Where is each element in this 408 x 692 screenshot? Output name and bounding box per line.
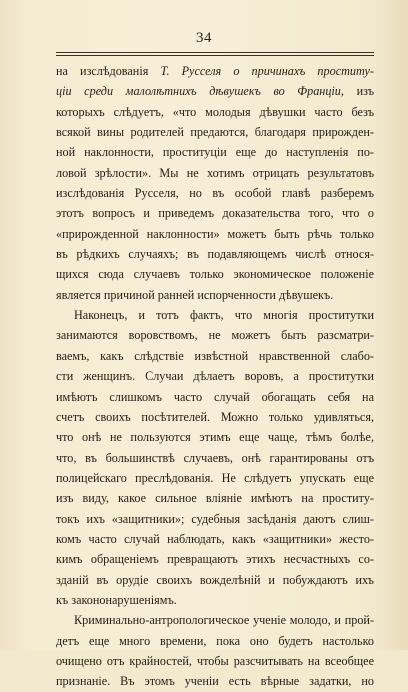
text-segment: ловой зрѣлости». Мы не хотимъ отрицать результатовъ [56, 165, 374, 180]
text-line [56, 468, 374, 488]
page-number: 34 [196, 30, 212, 46]
text-segment: Наконецъ, и тотъ фактъ, что многія проститутки [74, 308, 374, 323]
text-segment: изъ [343, 84, 374, 99]
header-rule-double [56, 55, 374, 56]
text-line [56, 387, 374, 407]
text-line [56, 448, 374, 468]
body-text [56, 61, 374, 692]
text-line [56, 509, 374, 529]
text-line [56, 549, 374, 569]
text-segment: комъ часто случай наблюдать, какъ «защитники» жесто- [56, 531, 374, 546]
text-line [56, 488, 374, 508]
text-segment: на изслѣдованія [56, 64, 161, 78]
text-line [56, 285, 374, 305]
text-segment: счетъ своихъ посѣтителей. Можно только удивляться, [56, 409, 374, 424]
text-line [56, 366, 374, 386]
text-segment: всякой вины родителей предаются, благодаря прирожден- [56, 125, 374, 140]
text-line [56, 224, 374, 244]
text-line [56, 183, 374, 203]
text-segment: въ рѣдкихъ случаяхъ; въ подавляющемъ числѣ относя- [56, 247, 374, 262]
text-line [56, 590, 374, 610]
italic-text-segment: ціи среди малолѣтнихъ дѣвушекъ во Франціи, [56, 84, 344, 99]
text-segment: кимъ обращеніемъ превращаютъ этихъ несчастныхъ со- [56, 552, 374, 567]
text-segment: «прирожденной наклонности» можетъ быть рѣчь только [56, 226, 374, 241]
text-segment: зданій въ орудіе своихъ вожделѣній и побуждаютъ ихъ [56, 572, 374, 587]
text-line [56, 631, 374, 651]
text-line [56, 81, 374, 101]
text-segment: изъ виду, какое сильное вліяніе имѣютъ на проститу- [56, 491, 374, 506]
text-line [56, 529, 374, 549]
text-line [56, 570, 374, 590]
text-segment: токъ ихъ «защитники»; судебныя засѣданія даютъ слиш- [56, 511, 374, 526]
text-segment: очищено отъ крайностей, чтобы разсчитывать на всеобщее [56, 653, 374, 668]
text-segment: является причиной ранней испорченности дѣвушекъ. [56, 287, 334, 302]
text-segment: полицейскаго преслѣдованія. Не слѣдуетъ упускать еще [56, 470, 374, 485]
text-segment: имѣютъ слишкомъ часто случай обогащать себя на [56, 389, 374, 404]
text-line [56, 203, 374, 223]
text-segment: сти женщинъ. Случаи дѣлаетъ воровъ, а проститутки [56, 369, 374, 384]
text-line [56, 325, 374, 345]
text-segment: детъ еще много времени, пока оно будетъ настолько [56, 633, 374, 648]
text-segment: которыхъ слѣдуетъ, «что молодыя дѣвушки часто безъ [56, 104, 374, 119]
text-line [56, 264, 374, 284]
text-line [56, 305, 374, 325]
text-line [56, 427, 374, 447]
text-segment: щихся сюда случаевъ только экономическое положеніе [56, 267, 374, 282]
text-line [56, 122, 374, 142]
header-rule [56, 52, 374, 53]
text-segment: изслѣдованія Русселя, но въ особой главѣ разберемъ [56, 186, 374, 201]
text-segment: этотъ вопросъ и приведемъ доказательства того, что о [56, 206, 374, 221]
text-segment: ваемъ, какъ слѣдствіе извѣстной нравственной слабо- [56, 348, 374, 363]
text-line [56, 346, 374, 366]
text-line [56, 102, 374, 122]
text-line [56, 407, 374, 427]
text-line [56, 651, 374, 671]
text-segment: занимаются воровствомъ, не можетъ быть разсматри- [56, 328, 374, 343]
text-line [56, 671, 374, 691]
text-segment: что онѣ не пользуются этимъ еще чаще, тѣмъ болѣе, [56, 430, 374, 445]
text-segment: къ закононарушеніямъ. [56, 592, 177, 607]
text-segment: Криминально-антропологическое ученіе молодо, и прой- [74, 613, 374, 628]
text-line [56, 142, 374, 162]
text-segment: ной наклонности, проституціи еще до наступленія по- [56, 145, 374, 160]
text-line [56, 61, 374, 81]
italic-text-segment: Т. Русселя о причинахъ проститу- [160, 64, 374, 78]
text-segment: признаніе. Въ этомъ ученіи есть вѣрные задатки, но [56, 674, 374, 689]
text-line [56, 610, 374, 630]
text-line [56, 244, 374, 264]
text-line [56, 163, 374, 183]
text-segment: что, въ большинствѣ случаевъ, онѣ гарантированы отъ [56, 450, 374, 465]
